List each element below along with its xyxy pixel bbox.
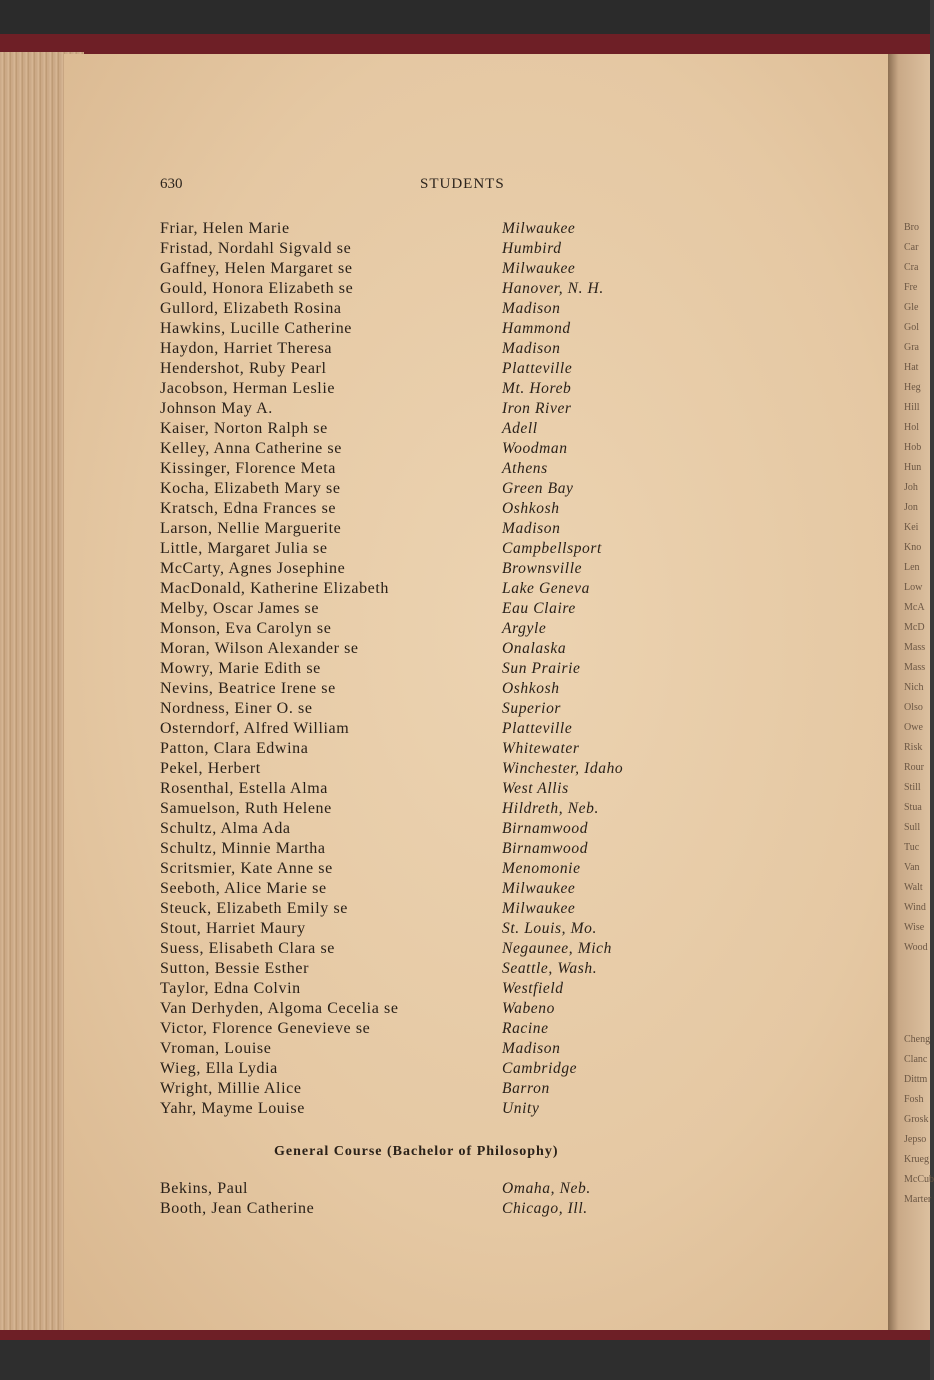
student-name: Stout, Harriet Maury bbox=[160, 920, 306, 937]
student-row bbox=[160, 600, 720, 620]
facing-page-fragment: Tuc bbox=[904, 842, 920, 853]
facing-page-fragment: Low bbox=[904, 582, 923, 593]
student-hometown: Campbellsport bbox=[502, 540, 602, 557]
student-row bbox=[160, 320, 720, 340]
facing-page-fragment: Fosh bbox=[904, 1094, 924, 1105]
facing-page-fragment: Wise bbox=[904, 922, 925, 933]
student-name: Nordness, Einer O. se bbox=[160, 700, 313, 717]
student-name: Johnson May A. bbox=[160, 400, 273, 417]
student-name: Mowry, Marie Edith se bbox=[160, 660, 321, 677]
facing-page-fragment: Clanc bbox=[904, 1054, 928, 1065]
student-row bbox=[160, 840, 720, 860]
student-row bbox=[160, 900, 720, 920]
student-name: Scritsmier, Kate Anne se bbox=[160, 860, 333, 877]
student-row bbox=[160, 380, 720, 400]
student-name: MacDonald, Katherine Elizabeth bbox=[160, 580, 390, 597]
student-row bbox=[160, 340, 720, 360]
student-name: Larson, Nellie Marguerite bbox=[160, 520, 342, 537]
facing-page-fragment: Olso bbox=[904, 702, 923, 713]
facing-page-fragment: Jepso bbox=[904, 1134, 927, 1145]
student-name: Hendershot, Ruby Pearl bbox=[160, 360, 327, 377]
section-student-list bbox=[160, 1180, 720, 1220]
student-hometown: Westfield bbox=[502, 980, 564, 997]
student-name: Friar, Helen Marie bbox=[160, 220, 290, 237]
running-head: STUDENTS bbox=[420, 176, 505, 192]
student-row bbox=[160, 680, 720, 700]
student-row bbox=[160, 400, 720, 420]
student-hometown: Milwaukee bbox=[502, 220, 576, 237]
student-hometown: Menomonie bbox=[502, 860, 581, 877]
student-name: Steuck, Elizabeth Emily se bbox=[160, 900, 348, 917]
student-hometown: Unity bbox=[502, 1100, 540, 1117]
student-name: Hawkins, Lucille Catherine bbox=[160, 320, 352, 337]
student-hometown: Brownsville bbox=[502, 560, 583, 577]
student-hometown: Green Bay bbox=[502, 480, 574, 497]
student-row bbox=[160, 240, 720, 260]
facing-page-fragment: McD bbox=[904, 622, 925, 633]
student-hometown: Chicago, Ill. bbox=[502, 1200, 588, 1217]
student-row bbox=[160, 800, 720, 820]
student-name: Melby, Oscar James se bbox=[160, 600, 320, 617]
student-hometown: Iron River bbox=[502, 400, 572, 417]
student-hometown: Superior bbox=[502, 700, 562, 717]
facing-page-fragment: Krueg bbox=[904, 1154, 929, 1165]
student-name: Kissinger, Florence Meta bbox=[160, 460, 336, 477]
student-row bbox=[160, 460, 720, 480]
student-hometown: Madison bbox=[502, 300, 561, 317]
student-hometown: Barron bbox=[502, 1080, 550, 1097]
student-hometown: Madison bbox=[502, 1040, 561, 1057]
student-row bbox=[160, 260, 720, 280]
student-name: Osterndorf, Alfred William bbox=[160, 720, 350, 737]
student-hometown: West Allis bbox=[502, 780, 569, 797]
student-row bbox=[160, 1180, 720, 1200]
student-name: Sutton, Bessie Esther bbox=[160, 960, 310, 977]
student-name: Victor, Florence Genevieve se bbox=[160, 1020, 371, 1037]
student-hometown: Birnamwood bbox=[502, 820, 589, 837]
facing-page-fragment: Bro bbox=[904, 222, 919, 233]
scan-top-background bbox=[0, 0, 930, 36]
student-row bbox=[160, 540, 720, 560]
student-hometown: Milwaukee bbox=[502, 880, 576, 897]
facing-page-fragment: Wood bbox=[904, 942, 928, 953]
facing-page-fragment: Jon bbox=[904, 502, 918, 513]
student-hometown: Milwaukee bbox=[502, 900, 576, 917]
student-row bbox=[160, 960, 720, 980]
facing-page-fragment: Rour bbox=[904, 762, 924, 773]
student-hometown: Madison bbox=[502, 520, 561, 537]
page-number: 630 bbox=[160, 176, 183, 192]
facing-page-fragment: Joh bbox=[904, 482, 918, 493]
student-list bbox=[160, 220, 720, 1120]
facing-page-fragment: Cra bbox=[904, 262, 919, 273]
student-name: Monson, Eva Carolyn se bbox=[160, 620, 332, 637]
facing-page-fragment: Heg bbox=[904, 382, 921, 393]
page-header bbox=[0, 176, 930, 196]
student-name: McCarty, Agnes Josephine bbox=[160, 560, 346, 577]
student-name: Bekins, Paul bbox=[160, 1180, 249, 1197]
student-name: Kaiser, Norton Ralph se bbox=[160, 420, 328, 437]
facing-page-fragment: Marter bbox=[904, 1194, 932, 1205]
student-name: Rosenthal, Estella Alma bbox=[160, 780, 328, 797]
student-hometown: Hanover, N. H. bbox=[502, 280, 604, 297]
student-row bbox=[160, 660, 720, 680]
facing-page-fragment: Kei bbox=[904, 522, 919, 533]
student-name: Kocha, Elizabeth Mary se bbox=[160, 480, 341, 497]
student-hometown: Whitewater bbox=[502, 740, 580, 757]
student-row bbox=[160, 1080, 720, 1100]
student-row bbox=[160, 640, 720, 660]
student-row bbox=[160, 820, 720, 840]
student-row bbox=[160, 440, 720, 460]
student-hometown: Birnamwood bbox=[502, 840, 589, 857]
student-hometown: Negaunee, Mich bbox=[502, 940, 612, 957]
student-hometown: Cambridge bbox=[502, 1060, 578, 1077]
facing-page-fragment: Hol bbox=[904, 422, 919, 433]
student-name: Yahr, Mayme Louise bbox=[160, 1100, 305, 1117]
student-row bbox=[160, 300, 720, 320]
facing-page-fragment: Hob bbox=[904, 442, 922, 453]
facing-page-fragment: McCub bbox=[904, 1174, 934, 1185]
student-name: Patton, Clara Edwina bbox=[160, 740, 309, 757]
facing-page-fragment: Kno bbox=[904, 542, 922, 553]
facing-page-fragment: Stua bbox=[904, 802, 922, 813]
facing-page-fragment: Still bbox=[904, 782, 921, 793]
student-row bbox=[160, 420, 720, 440]
student-name: Suess, Elisabeth Clara se bbox=[160, 940, 335, 957]
student-row bbox=[160, 1040, 720, 1060]
student-name: Gould, Honora Elizabeth se bbox=[160, 280, 354, 297]
facing-page-fragment: Nich bbox=[904, 682, 924, 693]
student-name: Wright, Millie Alice bbox=[160, 1080, 302, 1097]
student-name: Wieg, Ella Lydia bbox=[160, 1060, 278, 1077]
student-row bbox=[160, 700, 720, 720]
student-hometown: Winchester, Idaho bbox=[502, 760, 624, 777]
student-name: Jacobson, Herman Leslie bbox=[160, 380, 336, 397]
student-row bbox=[160, 1000, 720, 1020]
facing-page-fragment: Hun bbox=[904, 462, 922, 473]
student-name: Schultz, Minnie Martha bbox=[160, 840, 326, 857]
student-hometown: Hammond bbox=[502, 320, 571, 337]
student-row bbox=[160, 920, 720, 940]
student-row bbox=[160, 560, 720, 580]
facing-page-fragment: Gol bbox=[904, 322, 919, 333]
student-hometown: Adell bbox=[502, 420, 538, 437]
student-row bbox=[160, 860, 720, 880]
student-hometown: St. Louis, Mo. bbox=[502, 920, 597, 937]
student-hometown: Woodman bbox=[502, 440, 568, 457]
student-hometown: Wabeno bbox=[502, 1000, 555, 1017]
facing-page-fragment: Wind bbox=[904, 902, 926, 913]
student-hometown: Hildreth, Neb. bbox=[502, 800, 599, 817]
student-hometown: Argyle bbox=[502, 620, 547, 637]
student-hometown: Platteville bbox=[502, 720, 573, 737]
student-name: Pekel, Herbert bbox=[160, 760, 261, 777]
student-row bbox=[160, 1100, 720, 1120]
facing-page-fragment: Len bbox=[904, 562, 920, 573]
student-row bbox=[160, 520, 720, 540]
student-row bbox=[160, 220, 720, 240]
student-name: Taylor, Edna Colvin bbox=[160, 980, 301, 997]
student-name: Kratsch, Edna Frances se bbox=[160, 500, 337, 517]
student-hometown: Onalaska bbox=[502, 640, 567, 657]
student-row bbox=[160, 720, 720, 740]
facing-page-fragment: Gra bbox=[904, 342, 919, 353]
student-row bbox=[160, 780, 720, 800]
student-name: Moran, Wilson Alexander se bbox=[160, 640, 359, 657]
student-row bbox=[160, 940, 720, 960]
student-row bbox=[160, 980, 720, 1000]
facing-page-fragment: Mass bbox=[904, 642, 926, 653]
student-row bbox=[160, 760, 720, 780]
student-row bbox=[160, 1200, 720, 1220]
facing-page-fragment: Gle bbox=[904, 302, 919, 313]
facing-page-fragment: Car bbox=[904, 242, 919, 253]
student-row bbox=[160, 620, 720, 640]
student-hometown: Sun Prairie bbox=[502, 660, 581, 677]
student-hometown: Athens bbox=[502, 460, 548, 477]
student-row bbox=[160, 360, 720, 380]
facing-page-fragment: McA bbox=[904, 602, 925, 613]
student-name: Samuelson, Ruth Helene bbox=[160, 800, 332, 817]
student-name: Haydon, Harriet Theresa bbox=[160, 340, 333, 357]
student-row bbox=[160, 740, 720, 760]
student-hometown: Humbird bbox=[502, 240, 562, 257]
student-hometown: Mt. Horeb bbox=[502, 380, 572, 397]
student-name: Little, Margaret Julia se bbox=[160, 540, 328, 557]
student-name: Booth, Jean Catherine bbox=[160, 1200, 315, 1217]
student-hometown: Madison bbox=[502, 340, 561, 357]
student-row bbox=[160, 500, 720, 520]
student-row bbox=[160, 280, 720, 300]
student-hometown: Milwaukee bbox=[502, 260, 576, 277]
student-hometown: Oshkosh bbox=[502, 500, 560, 517]
student-name: Schultz, Alma Ada bbox=[160, 820, 291, 837]
student-hometown: Lake Geneva bbox=[502, 580, 590, 597]
facing-page-fragment: Fre bbox=[904, 282, 918, 293]
student-name: Gaffney, Helen Margaret se bbox=[160, 260, 353, 277]
student-hometown: Racine bbox=[502, 1020, 549, 1037]
student-name: Van Derhyden, Algoma Cecelia se bbox=[160, 1000, 399, 1017]
facing-page-fragment: Hat bbox=[904, 362, 919, 373]
student-name: Kelley, Anna Catherine se bbox=[160, 440, 342, 457]
student-name: Nevins, Beatrice Irene se bbox=[160, 680, 336, 697]
facing-page-fragment: Hill bbox=[904, 402, 920, 413]
student-hometown: Omaha, Neb. bbox=[502, 1180, 591, 1197]
facing-page-fragment: Cheng bbox=[904, 1034, 931, 1045]
student-hometown: Oshkosh bbox=[502, 680, 560, 697]
facing-page-fragment: Owe bbox=[904, 722, 923, 733]
student-hometown: Eau Claire bbox=[502, 600, 576, 617]
scan-bottom-background bbox=[0, 1340, 930, 1380]
facing-page-fragment: Walt bbox=[904, 882, 923, 893]
student-hometown: Seattle, Wash. bbox=[502, 960, 598, 977]
section-heading: General Course (Bachelor of Philosophy) bbox=[274, 1144, 559, 1159]
facing-page-fragment: Van bbox=[904, 862, 920, 873]
student-row bbox=[160, 480, 720, 500]
facing-page-fragment: Dittm bbox=[904, 1074, 928, 1085]
facing-page-fragment: Grosk bbox=[904, 1114, 929, 1125]
student-name: Fristad, Nordahl Sigvald se bbox=[160, 240, 352, 257]
facing-page-fragment: Sull bbox=[904, 822, 921, 833]
student-row bbox=[160, 880, 720, 900]
student-row bbox=[160, 1060, 720, 1080]
student-name: Seeboth, Alice Marie se bbox=[160, 880, 327, 897]
student-name: Vroman, Louise bbox=[160, 1040, 272, 1057]
facing-page-fragment: Risk bbox=[904, 742, 923, 753]
facing-page-edge bbox=[888, 54, 934, 1330]
student-row bbox=[160, 1020, 720, 1040]
student-hometown: Platteville bbox=[502, 360, 573, 377]
student-row bbox=[160, 580, 720, 600]
student-name: Gullord, Elizabeth Rosina bbox=[160, 300, 342, 317]
facing-page-fragment: Mass bbox=[904, 662, 926, 673]
